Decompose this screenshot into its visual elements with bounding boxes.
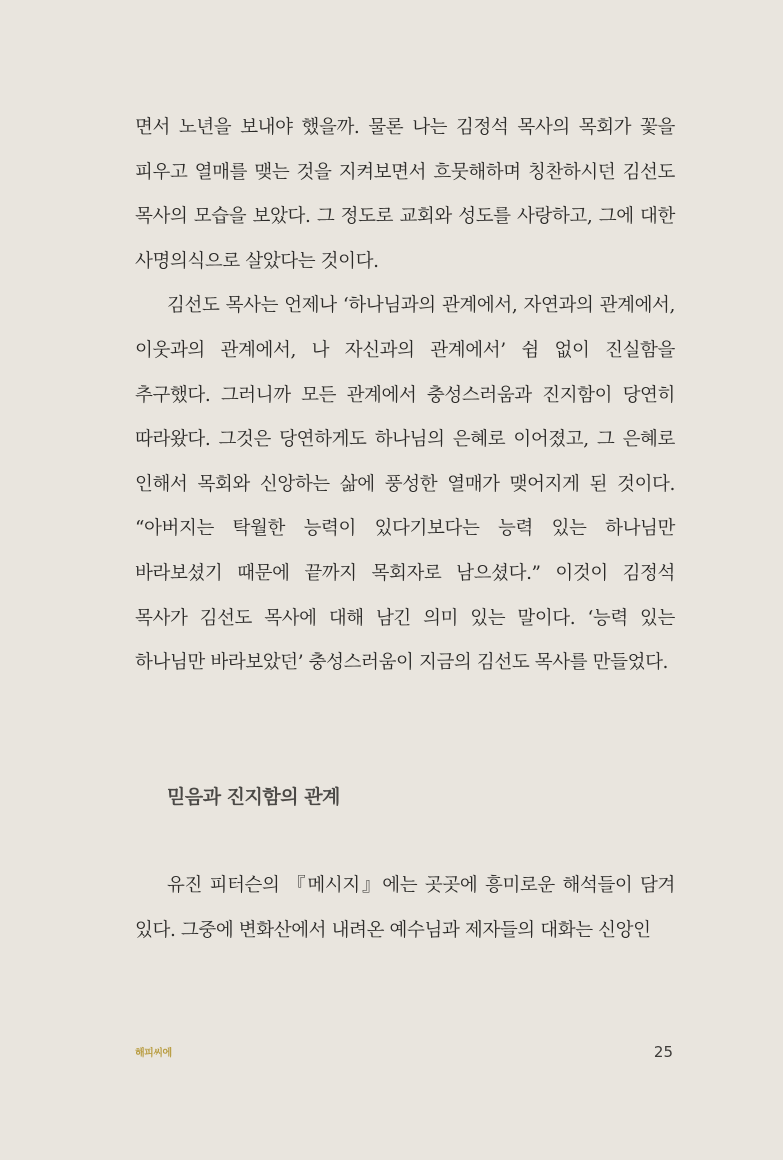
page-number: 25 — [653, 1043, 673, 1061]
body-text-top — [135, 106, 675, 686]
paragraph: 유진 피터슨의 『메시지』에는 곳곳에 흥미로운 해석들이 담겨 있다. 그중에 변화산에서 내려온 예수님과 제자들의 대화는 신앙인 — [135, 875, 675, 941]
paragraph: 김선도 목사는 언제나 ‘하나님과의 관계에서, 자연과의 관계에서, 이웃과의 관계에서, 나 자신과의 관계에서’ 쉼 없이 진실함을 추구했다. 그러니까 모든 관계에서 충성스러움과 진지함이 당연히 따라왔다. 그것은 당연하게도 하나님의 은혜로 이어졌고, 그 은혜로 인해서 목회와 신앙하는 삶에 풍성한 열매가 맺어지게 된 것이다. “아버지는 탁월한 능력이 있다기보다는 능력 있는 하나님만 바라보셨기 때문에 끝까지 목회자로 남으셨다.” 이것이 김정석 목사가 김선도 목사에 대해 남긴 의미 있는 말이다. ‘능력 있는 하나님만 바라보았던’ 충성스러움이 지금의 김선도 목사를 만들었다. — [135, 295, 675, 674]
body-text-bottom — [135, 864, 675, 953]
paragraph: 면서 노년을 보내야 했을까. 물론 나는 김정석 목사의 목회가 꽃을 피우고 열매를 맺는 것을 지켜보면서 흐뭇해하며 칭찬하시던 김선도 목사의 모습을 보았다. 그 정도로 교회와 성도를 사랑하고, 그에 대한 사명의식으로 살았다는 것이다. — [135, 117, 675, 272]
section-heading: 믿음과 진지함의 관계 — [167, 786, 340, 808]
publisher-logo: 해피씨에 — [135, 1048, 172, 1059]
